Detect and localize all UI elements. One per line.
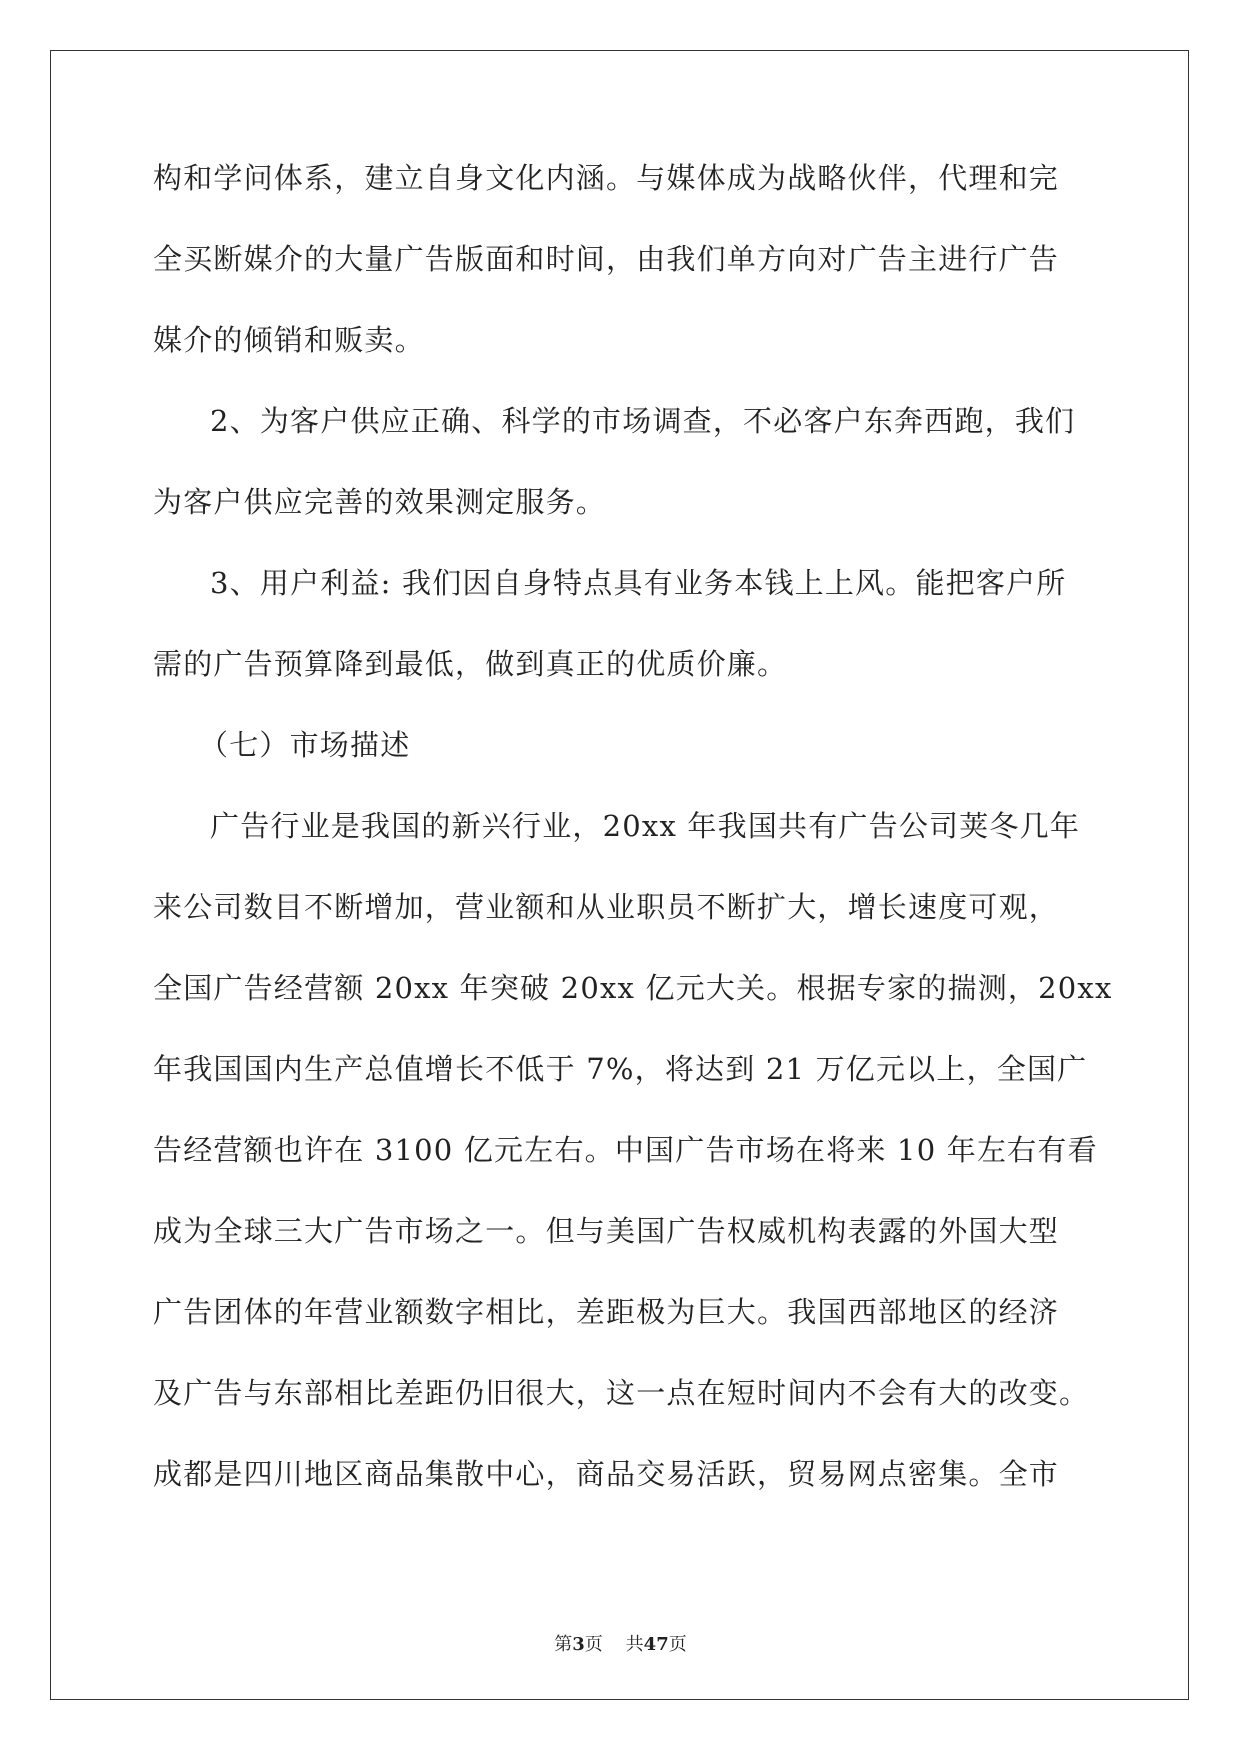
paragraph-line: 年我国国内生产总值增长不低于 7%，将达到 21 万亿元以上，全国广 bbox=[153, 1052, 1088, 1086]
paragraph-line: 成都是四川地区商品集散中心，商品交易活跃，贸易网点密集。全市 bbox=[153, 1457, 1060, 1491]
paragraph-line: 广告团体的年营业额数字相比，差距极为巨大。我国西部地区的经济 bbox=[153, 1295, 1060, 1329]
paragraph-line: 构和学问体系，建立自身文化内涵。与媒体成为战略伙伴，代理和完 bbox=[153, 161, 1060, 195]
paragraph-line: 媒介的倾销和贩卖。 bbox=[153, 323, 425, 357]
paragraph-line: 为客户供应完善的效果测定服务。 bbox=[153, 485, 607, 519]
section-heading: （七）市场描述 bbox=[199, 728, 411, 762]
paragraph-line: 全买断媒介的大量广告版面和时间，由我们单方向对广告主进行广告 bbox=[153, 242, 1060, 276]
paragraph-line: 3、用户利益: 我们因自身特点具有业务本钱上上风。能把客户所 bbox=[210, 566, 1067, 600]
paragraph-line: 2、为客户供应正确、科学的市场调查，不必客户东奔西跑，我们 bbox=[210, 404, 1076, 438]
document-body bbox=[153, 158, 1113, 1535]
footer-prefix: 第 bbox=[554, 1634, 573, 1655]
paragraph-line: 成为全球三大广告市场之一。但与美国广告权威机构表露的外国大型 bbox=[153, 1214, 1060, 1248]
paragraph-line: 全国广告经营额 20xx 年突破 20xx 亿元大关。根据专家的揣测，20xx bbox=[153, 971, 1113, 1005]
paragraph-line: 广告行业是我国的新兴行业，20xx 年我国共有广告公司荚冬几年 bbox=[210, 809, 1081, 843]
footer-total-prefix: 共 bbox=[625, 1634, 644, 1655]
paragraph-line: 需的广告预算降到最低，做到真正的优质价廉。 bbox=[153, 647, 788, 681]
paragraph-line: 告经营额也许在 3100 亿元左右。中国广告市场在将来 10 年左右有看 bbox=[153, 1133, 1098, 1167]
paragraph-line: 来公司数目不断增加，营业额和从业职员不断扩大，增长速度可观， bbox=[153, 890, 1060, 924]
footer-page-suffix: 页 bbox=[584, 1634, 603, 1655]
current-page-number: 3 bbox=[572, 1634, 585, 1655]
footer-total-suffix: 页 bbox=[668, 1634, 687, 1655]
paragraph-line: 及广告与东部相比差距仍旧很大，这一点在短时间内不会有大的改变。 bbox=[153, 1376, 1090, 1410]
page-footer bbox=[0, 1633, 1241, 1657]
total-page-count: 47 bbox=[643, 1634, 669, 1655]
